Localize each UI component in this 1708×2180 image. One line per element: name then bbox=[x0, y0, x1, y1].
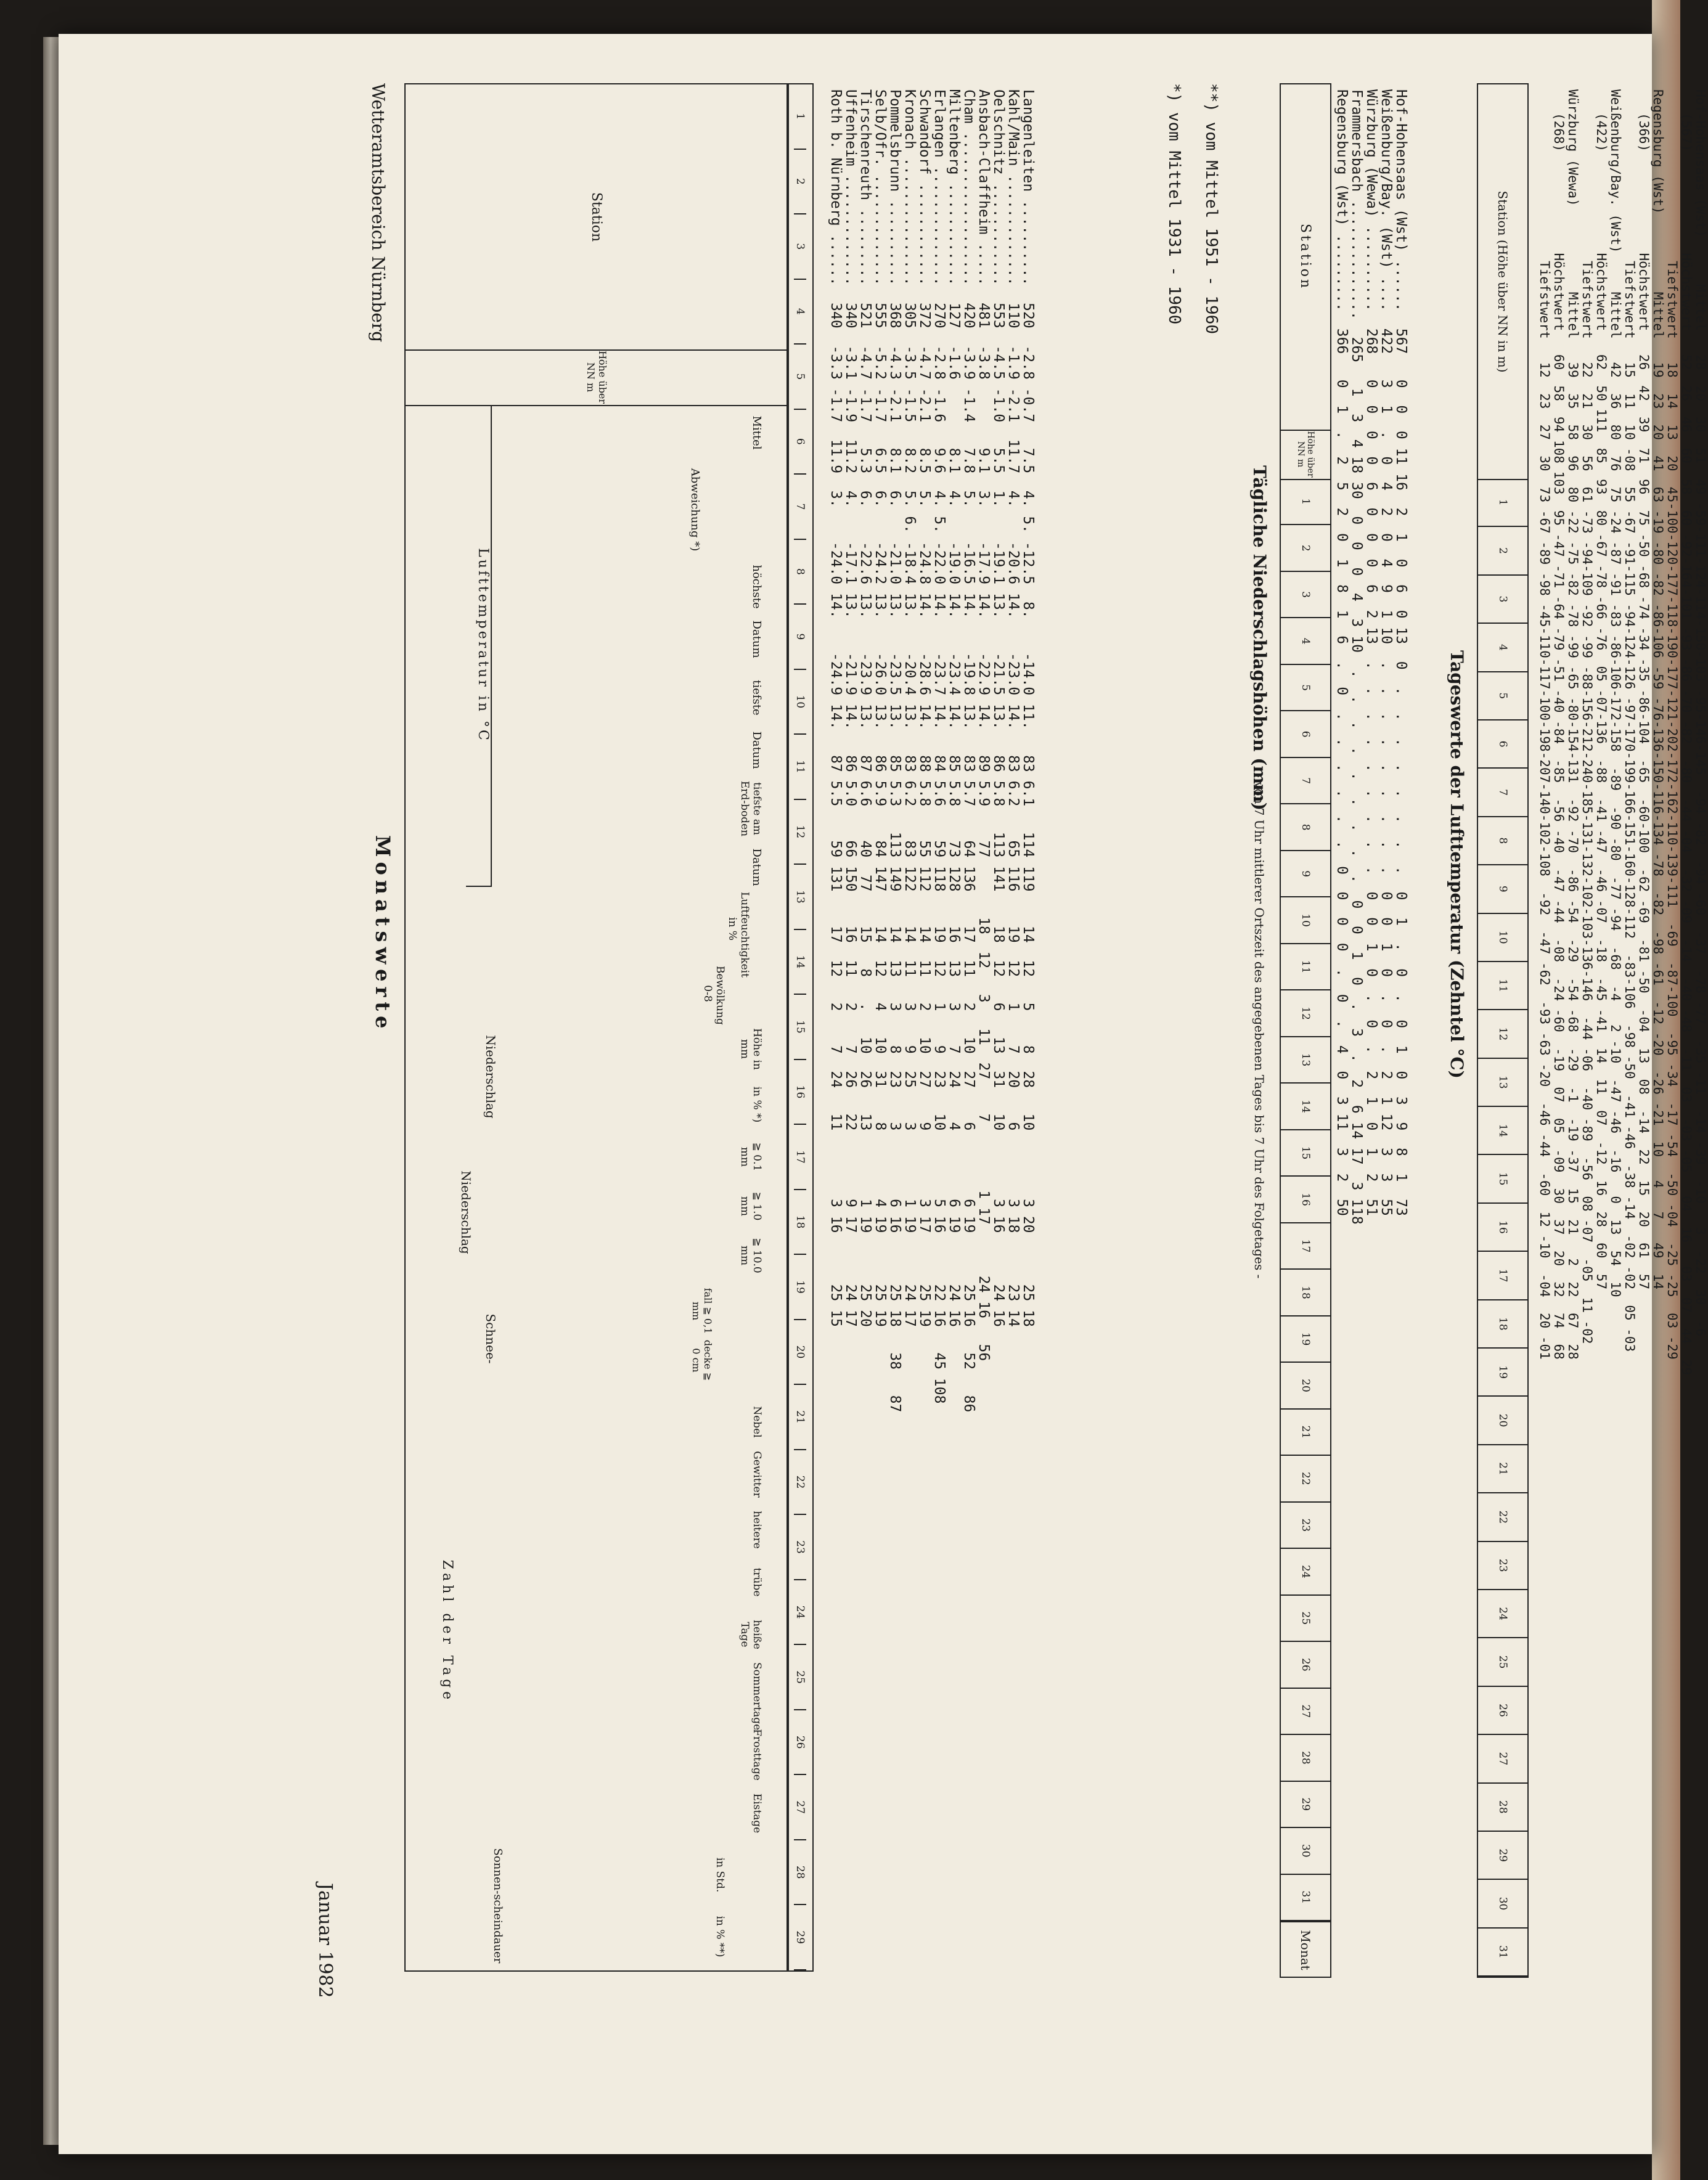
day-column-header: 8 bbox=[1281, 804, 1330, 851]
table-row: (366) Höchstwert 26 42 39 71 96 75 -50 -68 -74 -34 -35 -86-104 -65 -60-100 -62 -69 -81 -50 -04 13 08 -14 22 15 20 61 57 bbox=[1636, 89, 1651, 1290]
document-page bbox=[59, 34, 1708, 2154]
day-column-header: 20 bbox=[1478, 1397, 1527, 1445]
col-date-max: Datum bbox=[750, 620, 763, 658]
col-hot: heiße Tage bbox=[738, 1620, 763, 1649]
day-column-header: 6 bbox=[1281, 711, 1330, 757]
column-number: 11 bbox=[794, 735, 806, 800]
day-column-header: 27 bbox=[1281, 1689, 1330, 1735]
table-row: Tiefstwert 12 23 27 30 73 -67 -89 -98 -45-110-117-100-198-207-140-102-108 -92 -47 -62 -93 -63 -20 -46 -44 -60 12 -10 -04 20 -01 bbox=[1537, 89, 1552, 1360]
day-column-header: 24 bbox=[1281, 1549, 1330, 1595]
table-row: Roth b. Nürnberg ...... 340 -3.3 -1.7 11.9 3. -24.0 14. -24.9 14. 87 5.5 59 131 17 12 2 7 24 11 3 16 25 15 bbox=[828, 89, 844, 1327]
day-column-header: 7 bbox=[1281, 758, 1330, 804]
day-column-header: 18 bbox=[1478, 1300, 1527, 1349]
day-column-header: 13 bbox=[1478, 1059, 1527, 1107]
col-date-ground: Datum bbox=[750, 848, 763, 886]
col-humidity: Luftfeuchtigkeit in % bbox=[726, 892, 751, 978]
day-column-header: 27 bbox=[1478, 1735, 1527, 1783]
column-number: 22 bbox=[794, 1450, 806, 1516]
day-column-header: 30 bbox=[1281, 1828, 1330, 1874]
precip-data-rows bbox=[1334, 89, 1408, 1975]
col-frost: Frosttage bbox=[751, 1729, 763, 1781]
day-column-header: 19 bbox=[1281, 1317, 1330, 1363]
day-column-header: 18 bbox=[1281, 1270, 1330, 1316]
precip-col-month: Monat bbox=[1281, 1921, 1330, 1978]
group-days: Zahl der Tage bbox=[439, 1559, 455, 1704]
day-column-header: 30 bbox=[1478, 1880, 1527, 1928]
col-summer: Sommertage bbox=[751, 1662, 763, 1731]
column-number: 10 bbox=[794, 670, 806, 735]
column-number: 17 bbox=[794, 1125, 806, 1190]
day-column-header: 3 bbox=[1281, 572, 1330, 618]
col-p01: ≧ 0.1 mm bbox=[738, 1142, 763, 1172]
col-ground-min: tiefste am Erd-boden bbox=[738, 780, 763, 837]
day-column-header: 14 bbox=[1478, 1107, 1527, 1155]
col-date-min: Datum bbox=[750, 731, 763, 769]
col-max: höchste bbox=[750, 565, 763, 609]
col-precip-pct: in % *) bbox=[751, 1086, 763, 1123]
day-column-header: 23 bbox=[1478, 1542, 1527, 1590]
table-row: Frammersbach .............. 265 1 3 4 18 30 0 0 0 4 3 10 . . . . . . . . . 0 0 1 0 . 3 . 2 6 14 17 3 118 bbox=[1349, 89, 1365, 1225]
day-column-header: 28 bbox=[1478, 1784, 1527, 1832]
day-column-header: 31 bbox=[1478, 1929, 1527, 1977]
col-p10: ≧ 10.0 mm bbox=[738, 1238, 763, 1273]
day-column-header: 6 bbox=[1478, 721, 1527, 769]
footnote-1: *) vom Mittel 1931 - 1960 bbox=[1165, 83, 1183, 325]
day-column-header: 28 bbox=[1281, 1735, 1330, 1781]
table-row: Würzburg (Wewa) Mittel 39 35 58 96 80 -22 -75 -82 -78 -99 -65 -80-154-131 -92 -70 -86 -54 -29 -54 -68 -29 -1 -19 -37 15 21 2 22 67 28 bbox=[1566, 89, 1580, 1360]
day-column-header: 7 bbox=[1478, 769, 1527, 817]
table-row: Tirschenreuth ......... 521 -4.7 -1.7 5.3 6. -22.6 13. -23.9 13. 87 6.6 40 77 15 8 . 10 26 13 1 19 25 20 bbox=[857, 89, 873, 1327]
day-column-header: 11 bbox=[1478, 962, 1527, 1010]
column-number-strip bbox=[787, 83, 814, 1972]
table-row: Würzburg (Wewa) .......... 268 0 0 0 0 6 0 0 0 6 2 13 . . . . . . . . . 0 0 1 0 . 0 . 2 1 0 1 2 51 bbox=[1363, 89, 1379, 1216]
precip-col-height: Höhe über NN m bbox=[1281, 430, 1330, 480]
day-column-header: 5 bbox=[1281, 665, 1330, 711]
column-number: 14 bbox=[794, 930, 806, 995]
table-row: Erlangen .............. 270 -2.8 -1.6 9.6 4. 5. -22.0 14. -23.7 14. 84 5.6 59 118 19 12 1 9 23 10 5 16 22 16 45 108 bbox=[931, 89, 947, 1404]
day-column-header: 14 bbox=[1281, 1084, 1330, 1130]
table-row: Weißenburg/Bay. (Wst) .... 422 3 1 . 0 4 2 0 4 9 1 10 . . . . . . . . . 0 0 1 0 . 0 . 2 1 12 3 3 55 bbox=[1378, 89, 1394, 1216]
day-column-header: 4 bbox=[1478, 624, 1527, 672]
table-row: Kronach ............... 305 -3.5 -1.5 8.2 5. 6. -18.4 13. -20.4 13. 83 6.2 83 122 14 11 3 9 25 3 1 19 24 17 bbox=[902, 89, 918, 1327]
day-column-header: 17 bbox=[1478, 1252, 1527, 1300]
day-column-header: 1 bbox=[1281, 479, 1330, 525]
column-number: 7 bbox=[794, 475, 806, 540]
group-air-temp: Lufttemperatur in °C bbox=[466, 405, 492, 887]
column-number: 6 bbox=[794, 410, 806, 475]
temp-data-rows bbox=[1537, 89, 1707, 1975]
day-column-header: 10 bbox=[1281, 897, 1330, 944]
column-number: 26 bbox=[794, 1710, 806, 1776]
day-column-header: 16 bbox=[1281, 1177, 1330, 1223]
temp-day-headers bbox=[1478, 479, 1527, 1977]
temp-table-header bbox=[1477, 83, 1529, 1978]
table-row: Pommelsbrunn .......... 368 -4.3 -2.1 8.1 6. -21.0 13. -23.5 13. 85 5.3 113 149 14 13 3 8 23 3 6 16 25 18 38 87 bbox=[887, 89, 903, 1413]
precip-table-title: Tägliche Niederschlagshöhen (mm) bbox=[1249, 465, 1270, 811]
col-precip-height: Höhe in mm bbox=[738, 1028, 763, 1070]
precip-day-headers bbox=[1281, 479, 1330, 1921]
office-label: Wetteramtsbereich Nürnberg bbox=[368, 83, 388, 343]
day-column-header: 1 bbox=[1478, 479, 1527, 527]
col-cloud: Bewölkung 0-8 bbox=[701, 966, 726, 1025]
table-row: Tiefstwert 15 11 10 -08 55 -67 -91-115 -94-124-126 -97-170-199-166-151-160-128-112 -83-106 -98 -50 -41 -46 -38 -14 -02 -02 05 -03 bbox=[1622, 89, 1637, 1352]
column-number: 25 bbox=[794, 1645, 806, 1710]
day-column-header: 2 bbox=[1478, 527, 1527, 575]
day-column-header: 9 bbox=[1478, 865, 1527, 913]
column-number: 27 bbox=[794, 1775, 806, 1840]
temp-table-title: Tageswerte der Lufttemperatur (Zehntel °C) bbox=[1447, 650, 1467, 1079]
column-number: 21 bbox=[794, 1385, 806, 1450]
precip-table-header bbox=[1280, 83, 1331, 1978]
group-sun: Sonnen-scheindauer bbox=[491, 1848, 504, 1964]
column-number: 3 bbox=[794, 214, 806, 280]
group-precip: Niederschlag bbox=[483, 1035, 498, 1119]
day-column-header: 21 bbox=[1281, 1410, 1330, 1456]
day-column-header: 25 bbox=[1281, 1596, 1330, 1642]
col-sun-hours: in Std. bbox=[714, 1857, 726, 1893]
column-number: 23 bbox=[794, 1515, 806, 1580]
precip-col-station: Station bbox=[1281, 84, 1330, 431]
table-row: Tiefstwert 22 21 30 56 61 -73 -94-109 -92 -99 -88-156-212-240-185-131-132-102-103-136-146 -44 -06 -40 -89 -56 08 -07 -05 11 -02 bbox=[1580, 89, 1595, 1344]
table-row: Cham .................. 420 -3.9 -1.4 7.8 5. -16.5 14. -19.8 13. 83 5.7 64 136 17 11 2 10 27 6 6 19 25 16 52 86 bbox=[961, 89, 977, 1413]
day-column-header: 24 bbox=[1478, 1590, 1527, 1638]
table-row: Langenleiten .......... 520 -2.8 -0.7 7.5 4. 5. -12.5 8. -14.0 11. 83 6.1 114 119 14 12 5 8 28 10 3 20 25 18 bbox=[1020, 89, 1036, 1327]
day-column-header: 3 bbox=[1478, 576, 1527, 624]
day-column-header: 29 bbox=[1281, 1782, 1330, 1828]
col-height: Höhe über NN m bbox=[406, 349, 788, 406]
column-number: 28 bbox=[794, 1840, 806, 1906]
col-clear: heitere bbox=[751, 1511, 763, 1549]
table-row: Selb/Ofr. ............. 555 -5.2 -1.7 6.5 6. -24.2 13. -26.0 13. 86 5.9 84 147 14 12 4 10 31 8 4 19 25 19 bbox=[872, 89, 888, 1327]
column-number: 13 bbox=[794, 865, 806, 930]
day-column-header: 19 bbox=[1478, 1349, 1527, 1397]
page-title: Monatswerte bbox=[371, 835, 394, 1034]
col-mean: Mittel bbox=[750, 415, 763, 450]
table-row: Regensburg (Wst) ......... 366 0 1 . 2 5 2 0 1 8 1 6 . 0 . . . . . . 0 0 0 0 . 0 . 4 0 3 11 3 2 50 bbox=[1334, 89, 1350, 1216]
col-p1: ≧ 1.0 mm bbox=[738, 1191, 763, 1221]
temp-col-station: Station (Höhe über NN in m) bbox=[1478, 84, 1527, 480]
period-label: Januar 1982 bbox=[314, 1883, 336, 1998]
table-row: (422) Höchstwert 62 50 111 85 93 80 -67 -78 -66 -76 05 -07-136 -88 -41 -47 -46 -07 -18 -45 -41 14 11 07 -12 16 28 60 57 bbox=[1594, 89, 1609, 1290]
col-min: tiefste bbox=[750, 680, 763, 716]
day-column-header: 12 bbox=[1478, 1010, 1527, 1058]
day-column-header: 21 bbox=[1478, 1445, 1527, 1493]
table-row: Weißenburg/Bay. (Wst) Mittel 42 36 80 76 75 -24 -87 -91 -83 -86-106-172-158 -89 -90 -80 -77 -94 -68 -4 2 -10 -47 -46 -16 0 13 54 10 bbox=[1608, 89, 1623, 1297]
col-snow-fall: fall ≧ 0,1 mm bbox=[690, 1288, 714, 1334]
monthly-data-rows bbox=[828, 89, 1036, 1969]
day-column-header: 13 bbox=[1281, 1037, 1330, 1084]
column-number: 9 bbox=[794, 605, 806, 670]
monthly-table-header bbox=[404, 83, 789, 1972]
col-station: Station bbox=[406, 84, 788, 351]
column-number: 8 bbox=[794, 540, 806, 605]
col-sun-pct: in % **) bbox=[714, 1916, 726, 1958]
day-column-header: 5 bbox=[1478, 672, 1527, 721]
group-precip-days: Niederschlag bbox=[459, 1170, 473, 1254]
day-column-header: 15 bbox=[1478, 1155, 1527, 1203]
col-thunder: Gewitter bbox=[751, 1451, 763, 1498]
day-column-header: 31 bbox=[1281, 1875, 1330, 1921]
day-column-header: 2 bbox=[1281, 525, 1330, 571]
day-column-header: 17 bbox=[1281, 1223, 1330, 1270]
column-number: 2 bbox=[794, 150, 806, 215]
day-column-header: 20 bbox=[1281, 1363, 1330, 1409]
day-column-header: 25 bbox=[1478, 1638, 1527, 1686]
table-row: Hof-Hohensaas (Wst) Mittel 28 20 30 51 49 -59-111-124-114-150-103 -95-146-145 -94 -82 -94 -60 -37 -78 -77 -35 -11 -14 -39 -10 3 -22 30 -6 bbox=[1693, 89, 1708, 1336]
table-row: Uffenheim ............. 340 -3.1 -1.9 11.2 4. -17.1 13. -21.9 14. 86 5.0 66 150 16 11 2 7 26 22 9 17 24 17 bbox=[843, 89, 859, 1327]
day-column-header: 10 bbox=[1478, 914, 1527, 962]
table-row: (567) Höchstwert 52 26 46 60 58 60 -92-164-101 -93 -86 -70 -82 -80 -44 -04 -32 -09 -14 -40 -48 -11 03 -03 -05 04 16 03 07 44 29 bbox=[1679, 89, 1694, 1376]
column-number: 20 bbox=[794, 1320, 806, 1386]
column-number: 16 bbox=[794, 1060, 806, 1125]
table-row: Schwandorf ............ 372 -4.7 -2.1 8.5 5. -24.8 14. -28.6 14. 88 5.8 55 112 14 11 2 10 27 9 3 17 25 19 bbox=[917, 89, 933, 1327]
column-number: 18 bbox=[794, 1190, 806, 1255]
day-column-header: 16 bbox=[1478, 1204, 1527, 1252]
rotated-page-content bbox=[59, 34, 1708, 2154]
table-row: (268) Höchstwert 60 58 94 108 103 95 -47 -71 -64 -79 -51 -40 -84 -85 -56 -40 -47 -44 -08 -24 -60 -19 07 05 -09 30 37 20 32 74 68 bbox=[1551, 89, 1566, 1360]
column-number: 4 bbox=[794, 280, 806, 345]
column-number: 29 bbox=[794, 1905, 806, 1970]
day-column-header: 23 bbox=[1281, 1503, 1330, 1549]
table-row: Hof-Hohensaas (Wst) ...... 567 0 0 0 11 16 2 1 0 6 0 13 0 . . . . . . . . 0 1 . 0 . 0 1 0 3 9 8 1 73 bbox=[1393, 89, 1409, 1216]
table-row: Regensburg (Wst) Mittel 19 23 20 41 63 -19 -80 -82 -86-106 -59 -76-136-150-116-134 -78 -82 -98 -61 -12 -20 -26 -21 10 4 7 49 14 bbox=[1651, 89, 1665, 1290]
column-number: 19 bbox=[794, 1255, 806, 1320]
column-number: 15 bbox=[794, 995, 806, 1060]
footnote-2: **) vom Mittel 1951 - 1960 bbox=[1202, 83, 1220, 334]
col-fog: Nebel bbox=[751, 1406, 763, 1438]
day-column-header: 29 bbox=[1478, 1832, 1527, 1880]
table-row: Miltenberg ............ 127 -1.6 8.1 4. -19.0 14. -23.4 14. 85 5.8 73 128 16 13 3 7 24 4 6 19 24 16 bbox=[946, 89, 962, 1327]
group-snow: Schnee- bbox=[483, 1313, 498, 1364]
table-row: Oelschnitz ............ 553 -4.5 -1.0 5.5 1. -19.1 13. -21.5 13. 86 5.8 113 141 18 12 6 13 31 10 3 16 24 16 bbox=[991, 89, 1007, 1327]
day-column-header: 15 bbox=[1281, 1130, 1330, 1177]
col-ice: Eistage bbox=[751, 1793, 763, 1834]
day-column-header: 12 bbox=[1281, 990, 1330, 1037]
col-overcast: trübe bbox=[751, 1567, 763, 1597]
column-number: 24 bbox=[794, 1580, 806, 1646]
day-column-header: 26 bbox=[1478, 1687, 1527, 1735]
column-number: 5 bbox=[794, 345, 806, 410]
col-deviation: Abweichung *) bbox=[689, 468, 701, 552]
table-row: Ansbach-Claffheim ..... 481 -3.8 9.1 3. -17.9 14. -22.9 14. 89 5.9 77 18 12 3 11 27 7 1 17 24 16 56 bbox=[976, 89, 992, 1361]
day-column-header: 22 bbox=[1478, 1493, 1527, 1541]
column-number: 1 bbox=[794, 84, 806, 150]
column-number: 12 bbox=[794, 800, 806, 865]
day-column-header: 9 bbox=[1281, 851, 1330, 897]
col-snow-cover: decke ≧ 0 cm bbox=[690, 1339, 714, 1381]
day-column-header: 26 bbox=[1281, 1642, 1330, 1688]
day-column-header: 4 bbox=[1281, 618, 1330, 664]
day-column-header: 11 bbox=[1281, 944, 1330, 990]
day-column-header: 22 bbox=[1281, 1456, 1330, 1502]
day-column-header: 8 bbox=[1478, 817, 1527, 865]
table-row: Tiefstwert 18 14 13 20 45-100-120-177-118-190-177-121-202-172-162-110-139-111 -69 -87-100 -95 -34 -17 -54 -50 -04 -25 -25 03 -29 bbox=[1665, 89, 1680, 1360]
precip-table-subtitle: - von 7 Uhr mittlerer Ortszeit des angegebenen Tages bis 7 Uhr des Folgetages - bbox=[1252, 774, 1267, 1279]
table-row: Kahl/Main ............. 110 -1.9 -2.1 11.7 4. -20.6 14. -23.0 14. 83 6.2 65 116 19 12 1 7 20 6 3 18 23 14 bbox=[1005, 89, 1021, 1327]
